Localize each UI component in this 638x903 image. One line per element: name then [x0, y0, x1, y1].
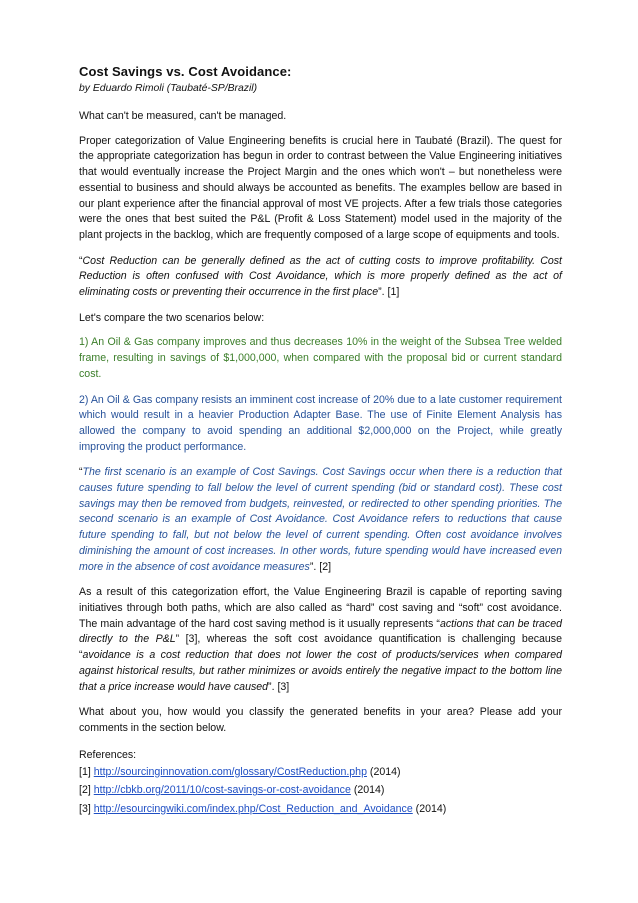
- paragraph-hard-soft: [79, 585, 562, 695]
- quote-open: “: [79, 254, 83, 267]
- para3-part-e: ”. [3]: [268, 680, 290, 693]
- reference-year: (2014): [350, 784, 385, 797]
- reference-link[interactable]: http://esourcingwiki.com/index.php/Cost_Reduction_and_Avoidance: [93, 802, 413, 815]
- quote-cost-reduction: [79, 254, 562, 301]
- reference-item: [79, 800, 562, 819]
- reference-number: [3]: [79, 802, 94, 815]
- reference-number: [1]: [79, 765, 94, 778]
- byline: by Eduardo Rimoli (Taubaté-SP/Brazil): [79, 83, 258, 94]
- para3-quote-soft: avoidance is a cost reduction that does not lower the cost of products/services when compared against historical results, but rather minimizes or avoids entirely the negative impact to the bottom line that a price increase would have caused: [79, 649, 562, 693]
- article-title: Cost Savings vs. Cost Avoidance:: [79, 64, 292, 79]
- reference-year: (2014): [412, 802, 447, 815]
- para3-quote-hard: actions that can be traced directly to the P&L: [79, 617, 562, 646]
- references-section: [79, 747, 562, 819]
- quote-close: ”. [2]: [309, 560, 332, 573]
- scenario-1: 1) An Oil & Gas company improves and thus decreases 10% in the weight of the Subsea Tree welded frame, resulting in savings of $1,000,000, when compared with the proposal bid or current standard cost.: [79, 336, 562, 380]
- para3-part-c: ” [3], whereas the soft cost avoidance quantification is challenging because “: [79, 633, 562, 662]
- quote-definitions: [79, 465, 562, 575]
- reference-item: [79, 763, 562, 782]
- reference-link[interactable]: http://cbkb.org/2011/10/cost-savings-or-cost-avoidance: [93, 784, 351, 797]
- scenario-2: 2) An Oil & Gas company resists an imminent cost increase of 20% due to a late customer requirement which would result in a heavier Production Adapter Base. The use of Finite Element Analysis has allowed the company to avoid spending an additional $2,000,000 on the Project, while greatly improving the product performance.: [79, 393, 562, 453]
- reference-item: [79, 781, 562, 800]
- references-heading: References:: [79, 748, 137, 761]
- compare-line: Let's compare the two scenarios below:: [79, 311, 265, 324]
- quote-text: Cost Reduction can be generally defined as the act of cutting costs to improve profitability. Cost Reduction is often confused with Cost Avoidance, which is more properly defined as the act of eliminating costs or preventing their occurrence in the first place: [79, 254, 562, 299]
- quote-close: ”. [1]: [378, 286, 400, 299]
- reference-year: (2014): [366, 765, 401, 778]
- reference-link[interactable]: http://sourcinginnovation.com/glossary/CostReduction.php: [93, 765, 367, 778]
- quote-open: “: [79, 466, 83, 479]
- closing-paragraph: What about you, how would you classify the generated benefits in your area? Please add your comments in the section below.: [79, 706, 562, 734]
- paragraph-categorization: Proper categorization of Value Engineering benefits is crucial here in Taubaté (Brazil). The quest for the appropriate categorization has begun in order to contrast between the Value Engineering initiatives that would eventually increase the Project Margin and the ones which won't – but nonetheless were essential to business and should always be accounted as benefits. The examples bellow are based in our plant experience after the financial approval of most VE projects. After a few trials those categories were the ones that best suited the P&L (Profit & Loss Statement) model used in the majority of the plant projects in the backlog, which are frequently composed of a large scope of equipments and tools.: [79, 134, 562, 241]
- intro-line: What can't be measured, can't be managed.: [79, 110, 287, 122]
- quote-text: The first scenario is an example of Cost Savings. Cost Savings occur when there is a reduction that causes future spending to fall below the level of current spending (bid or standard cost). These cost savings may then be removed from budgets, reinvested, or redirected to other spending priorities. The second scenario is an example of Cost Avoidance. Cost Avoidance refers to reductions that cause future spending to fall, but not below the level of current spending. Often cost avoidance involves diminishing the amount of cost increases. In other words, future spending would have increased even more in the absence of cost avoidance measures: [79, 466, 562, 573]
- para3-part-a: As a result of this categorization effort, the Value Engineering Brazil is capable of reporting saving initiatives through both paths, which are also called as “hard” cost saving and “soft” cost avoidance. The main advantage of the hard cost saving method is it usually represents “: [79, 586, 562, 630]
- reference-number: [2]: [79, 784, 94, 797]
